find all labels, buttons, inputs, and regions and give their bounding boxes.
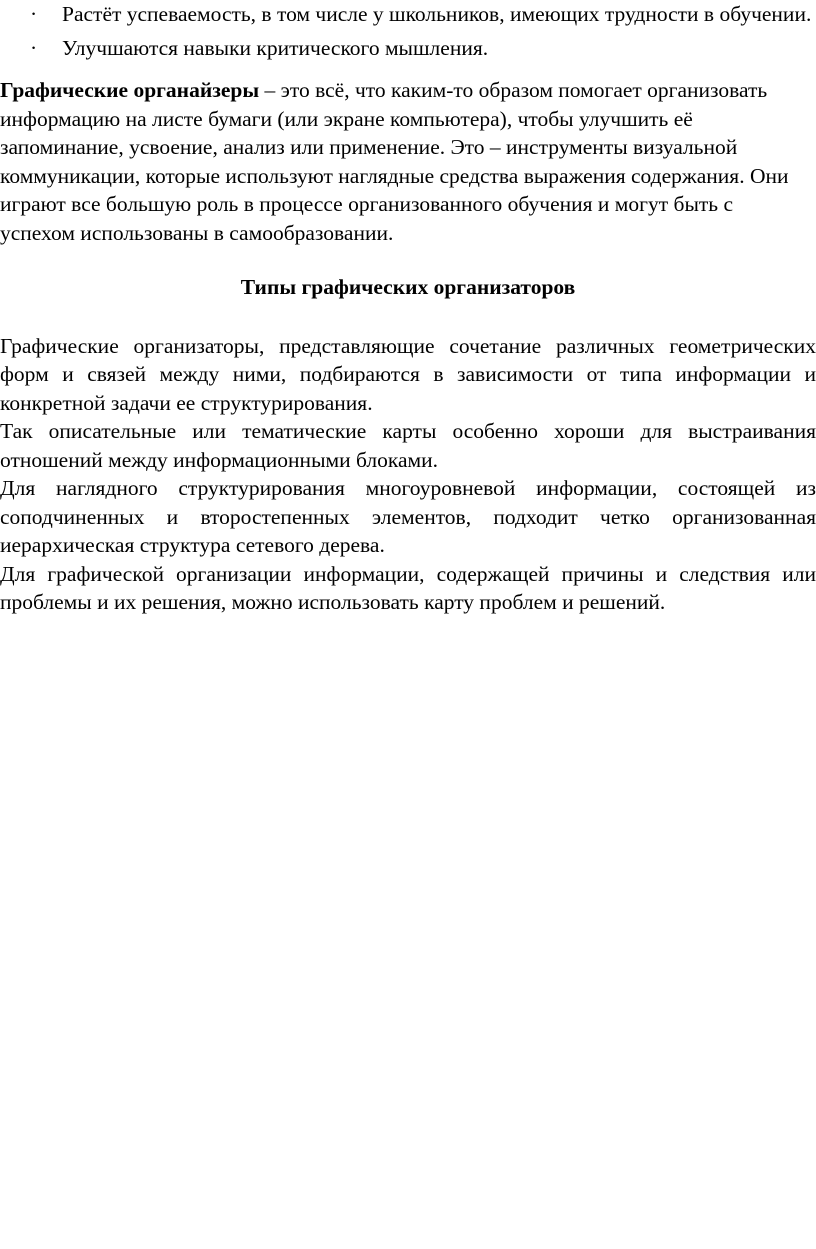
section-title: Типы графических организаторов (240, 275, 576, 299)
intro-term: Графические органайзеры (0, 78, 260, 102)
document-page (0, 0, 816, 617)
body-paragraph-4: Для графической организации информации, содержащей причины и следствия или проблемы и их решения, можно использовать карту проблем и решений. (0, 561, 816, 614)
body-text (0, 332, 816, 617)
bullet-text: Растёт успеваемость, в том числе у школьников, имеющих трудности в обучении. (62, 2, 812, 26)
bullet-marker-icon: · (30, 35, 38, 60)
body-paragraph-3: Для наглядного структурирования многоуровневой информации, состоящей из соподчиненных и второстепенных элементов, подходит четко организованная иерархическая структура сетевого дерева. (0, 476, 816, 557)
bullet-text: Улучшаются навыки критического мышления. (62, 35, 489, 60)
intro-text: – это всё, что каким-то образом помогает организовать информацию на листе бумаги (или экране компьютера), чтобы улучшить её запоминание, усвоение, анализ или применение. Это – инструменты визуальной коммуникации, которые используют наглядные средства выражения содержания. Они играют все большую роль в процессе организованного обучения и могут быть с успехом использованы в самообразовании. (0, 78, 789, 245)
bullet-item (0, 34, 816, 63)
body-paragraph-1: Графические организаторы, представляющие сочетание различных геометрических форм и связей между ними, подбираются в зависимости от типа информации и конкретной задачи ее структурирования. (0, 333, 816, 415)
bullet-item (0, 0, 816, 29)
bullet-marker-icon: · (30, 2, 38, 26)
body-paragraph-2: Так описательные или тематические карты особенно хороши для выстраивания отношений между информационными блоками. (0, 419, 816, 472)
intro-paragraph (0, 76, 816, 247)
benefits-bullet-list (0, 0, 816, 62)
